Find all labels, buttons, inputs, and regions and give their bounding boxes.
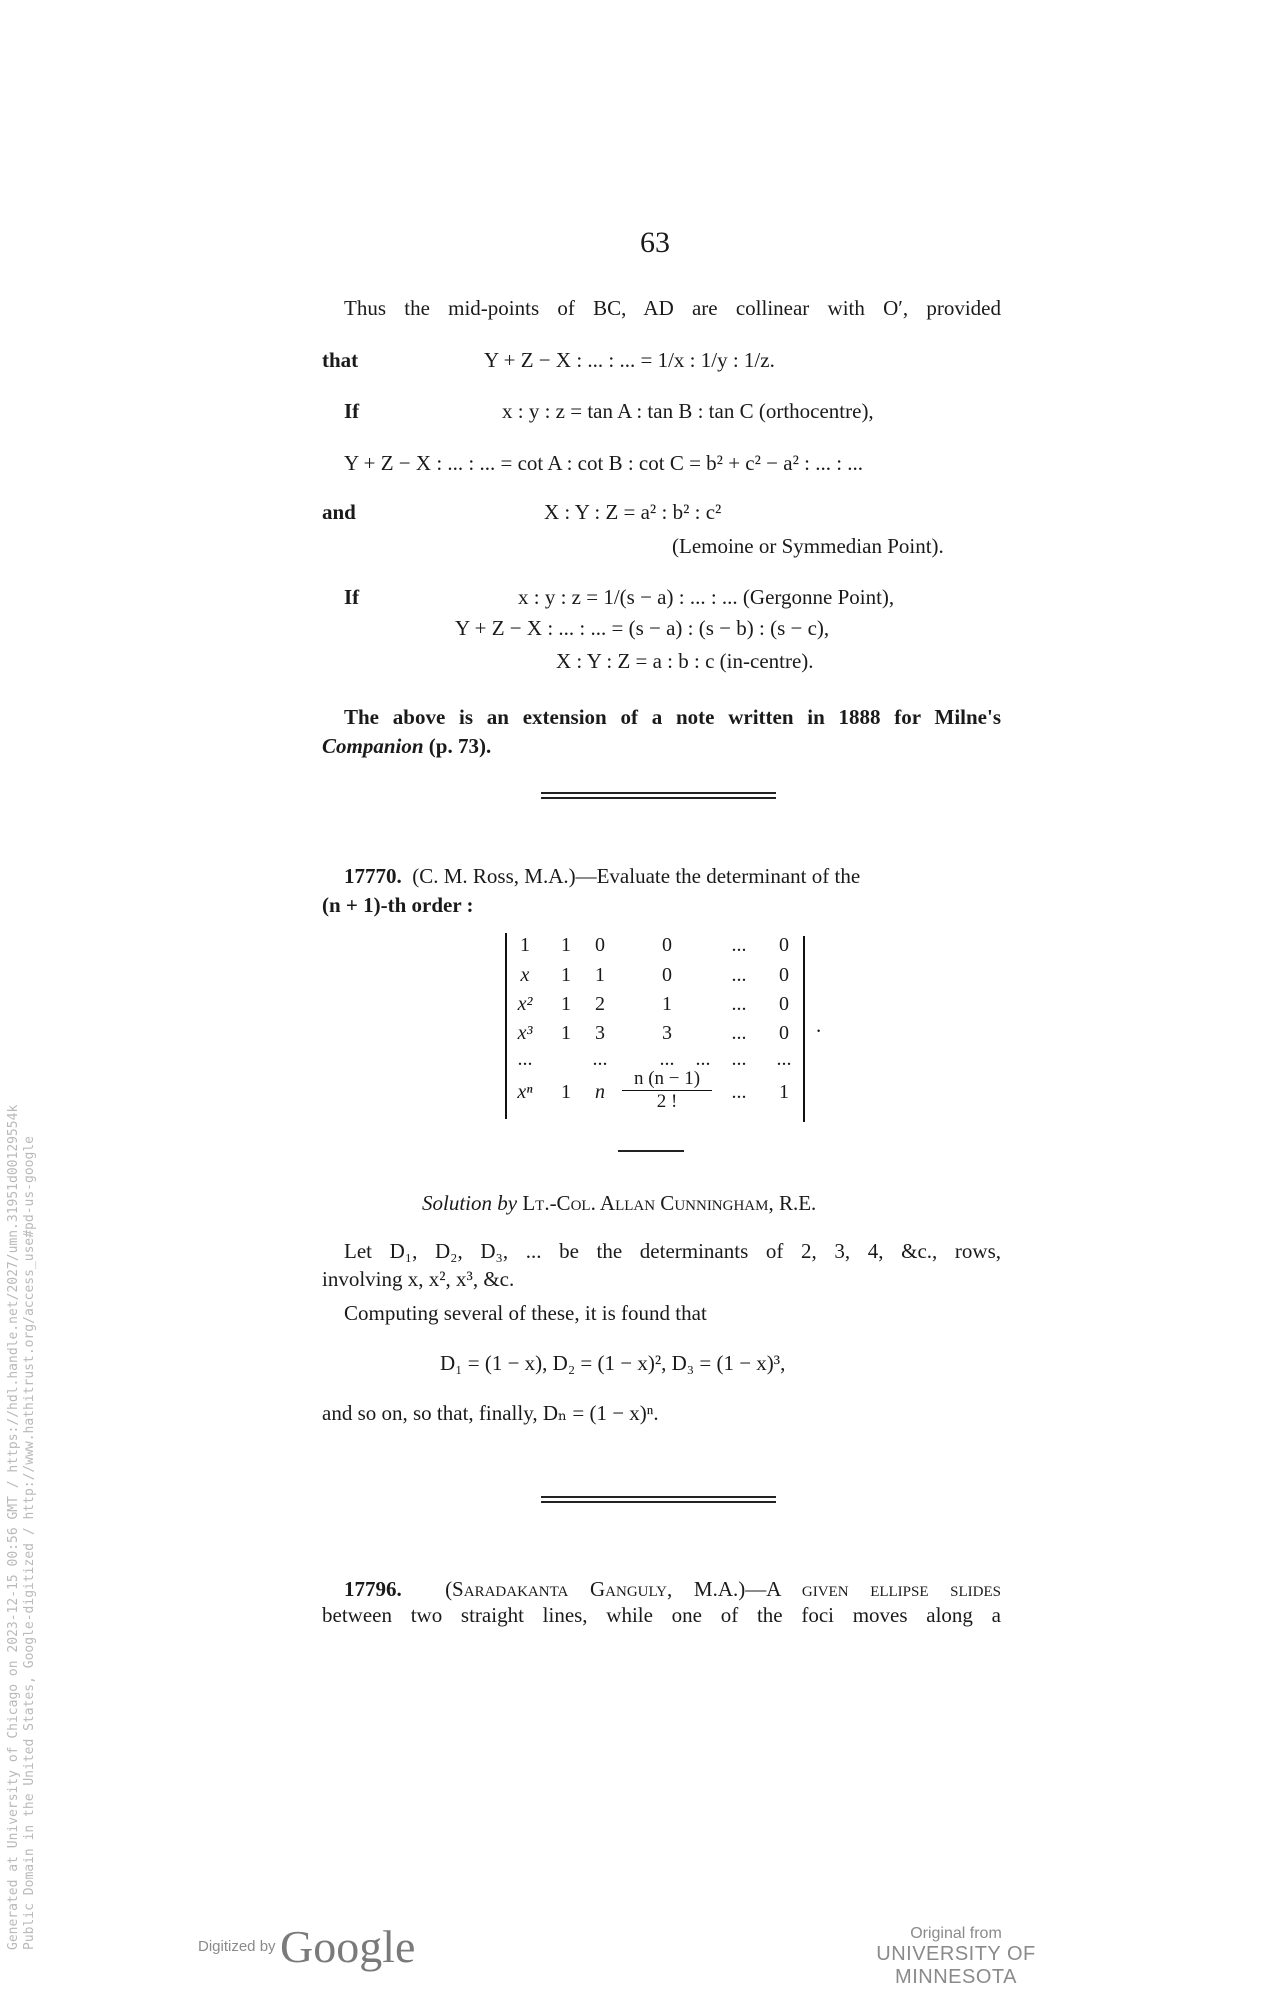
section-divider: [541, 1496, 776, 1503]
matrix-cell: ...: [731, 1048, 747, 1070]
equation: x : y : z = tan A : tan B : tan C (orthocentre),: [502, 399, 874, 423]
matrix-cell: 0: [662, 934, 672, 956]
original-from: [818, 1925, 1094, 1989]
matrix-cell: 1: [561, 1022, 571, 1044]
matrix-cell: 1: [561, 964, 571, 986]
problem-number: 17796.: [344, 1577, 402, 1601]
text-line: Let D₁, D₂, D₃, ... be the determinants of 2, 3, 4, &c., rows,: [344, 1239, 1001, 1263]
matrix-cell: 1: [662, 993, 672, 1015]
italic-title: Companion: [322, 734, 424, 758]
solution-label: Solution by: [422, 1191, 518, 1215]
matrix-cell: x²: [517, 993, 533, 1015]
matrix-cell: ...: [731, 964, 747, 986]
text-label: If: [344, 585, 360, 609]
matrix-cell: ...: [776, 1048, 792, 1070]
problem-heading: [344, 863, 1001, 889]
text-line: involving x, x², x³, &c.: [322, 1267, 515, 1291]
matrix-cell: ...: [695, 1048, 711, 1070]
note-line: [322, 733, 491, 759]
matrix-cell: 0: [779, 934, 789, 956]
equation: Y + Z − X : ... : ... = (s − a) : (s − b) : (s − c),: [455, 616, 830, 640]
solution-byline: [422, 1190, 816, 1216]
matrix-cell: 0: [779, 964, 789, 986]
trailing-period: .: [816, 1013, 822, 1037]
matrix-cell: 2: [595, 993, 605, 1015]
text-label: that: [322, 348, 359, 372]
matrix-cell: ...: [517, 1048, 533, 1070]
solution-author: Lt.-Col. Allan Cunningham, R.E.: [522, 1191, 817, 1215]
matrix-cell: xⁿ: [517, 1081, 533, 1103]
equation: Y + Z − X : ... : ... = cot A : cot B : cot C = b² + c² − a² : ... : ...: [344, 451, 864, 475]
problem-text: (Saradakanta Ganguly, M.A.)—A given ellipse slides: [445, 1577, 1002, 1601]
matrix-cell: 1: [779, 1081, 789, 1103]
original-from-label: Original from: [910, 1925, 1002, 1942]
matrix-cell: 1: [561, 934, 571, 956]
digitized-by-google: [198, 1920, 415, 1973]
text-label: If: [344, 399, 360, 423]
matrix-cell: ...: [659, 1048, 675, 1070]
matrix-cell: 1: [561, 993, 571, 1015]
section-divider: [541, 792, 776, 799]
matrix-cell: 0: [595, 934, 605, 956]
text-line: Thus the mid-points of BC, AD are collinear with O′, provided: [344, 296, 1001, 320]
text-line: (Lemoine or Symmedian Point).: [672, 534, 944, 558]
matrix-cell: ...: [592, 1048, 608, 1070]
matrix-cell: 3: [595, 1022, 605, 1044]
digitized-label: Digitized by: [198, 1938, 276, 1955]
matrix-cell: 1: [595, 964, 605, 986]
equation: Y + Z − X : ... : ... = 1/x : 1/y : 1/z.: [484, 348, 775, 372]
equation: x : y : z = 1/(s − a) : ... : ... (Gergonne Point),: [518, 585, 895, 609]
note-rest: (p. 73).: [423, 734, 492, 758]
fraction-numerator: n (n − 1): [622, 1068, 712, 1091]
matrix-cell: 1: [561, 1081, 571, 1103]
google-logo: Google: [280, 1921, 416, 1972]
text-label: and: [322, 500, 356, 524]
equation: D₁ = (1 − x), D₂ = (1 − x)², D₃ = (1 − x)³,: [440, 1351, 786, 1375]
problem-text: (C. M. Ross, M.A.)—Evaluate the determinant of the: [412, 864, 861, 888]
matrix-cell: x³: [517, 1022, 533, 1044]
text-line: Computing several of these, it is found that: [344, 1301, 707, 1325]
matrix-cell: ...: [731, 934, 747, 956]
equation: X : Y : Z = a² : b² : c²: [544, 500, 722, 524]
short-divider: [618, 1150, 684, 1152]
note-line: The above is an extension of a note written in 1888 for Milne's: [344, 705, 1001, 729]
problem-heading: [344, 1576, 1001, 1602]
problem-text: between two straight lines, while one of the foci moves along a: [322, 1603, 1001, 1627]
matrix-cell: x: [520, 964, 530, 986]
matrix-cell: 0: [779, 993, 789, 1015]
matrix-cell: ...: [731, 1022, 747, 1044]
matrix-cell: 1: [520, 934, 530, 956]
matrix-cell: ...: [731, 1081, 747, 1103]
matrix-cell: n: [595, 1081, 605, 1103]
problem-number: 17770.: [344, 864, 402, 888]
matrix-cell: 0: [779, 1022, 789, 1044]
fraction: [622, 1068, 712, 1113]
university-name: UNIVERSITY OF MINNESOTA: [876, 1943, 1036, 1988]
text-line: and so on, so that, finally, Dₙ = (1 − x)ⁿ.: [322, 1401, 659, 1425]
matrix-cell: 0: [662, 964, 672, 986]
watermark-line: Generated at University of Chicago on 2023-12-15 00:56 GMT / https://hdl.handle.net/2027/umn.31951d00129554k: [6, 1104, 21, 1950]
matrix-cell: 3: [662, 1022, 672, 1044]
page-number: 63: [640, 226, 670, 259]
fraction-denominator: 2 !: [656, 1091, 678, 1112]
matrix-cell: ...: [731, 993, 747, 1015]
equation: X : Y : Z = a : b : c (in-centre).: [556, 649, 814, 673]
watermark-line: Public Domain in the United States, Google-digitized / http://www.hathitrust.org/access_use#pd-us-google: [22, 1136, 37, 1950]
problem-text: (n + 1)-th order :: [322, 893, 474, 917]
